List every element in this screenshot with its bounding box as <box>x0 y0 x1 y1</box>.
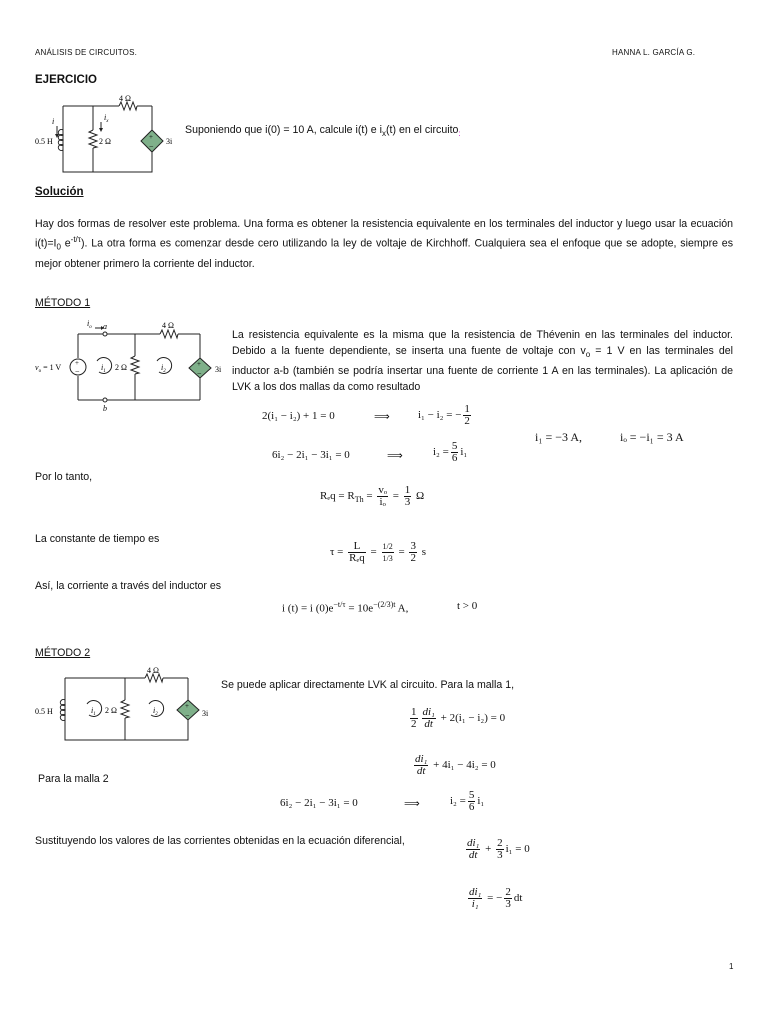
m1-req-eq: $R_eq = R_{Th}$ = $\frac{\text{vₒ}}{\text{iₒ}}$ = $\frac{1}{3}$ Ω <box>320 484 425 508</box>
svg-text:−: − <box>185 711 190 720</box>
malla2-label: Para la malla 2 <box>38 773 109 785</box>
tau-label: La constante de tiempo es <box>35 533 160 545</box>
m2-eqD: $\frac{\text{di₁}}{dt}$ + $\frac{2}{3}$ i₁ = 0 <box>467 837 530 861</box>
ejercicio-statement: Suponiendo que i(0) = 10 A, calcule i(t) e $i_x(t)$ en el circuito$_:$ <box>185 124 461 139</box>
m2-eqC-rhs: i₂ = $\frac{5}{6}$ i₁ <box>450 789 485 813</box>
c2-r-top: 4 Ω <box>162 321 174 330</box>
c2-vs: $v_o = 1$ V <box>35 363 62 374</box>
m2-eqB: $\frac{\text{di₁}}{dt}$ + 4i₁ − 4i₂ = 0 <box>415 753 496 777</box>
c3-r-mid: 2 Ω <box>105 706 117 715</box>
m1-tau-eq: τ = $\frac{L}{\text{Rₑq}}$ = $\frac{1/2}{1/3}$ = $\frac{3}{2}$ s <box>330 540 426 564</box>
m1-eq2-arrow: ⟹ <box>387 450 403 462</box>
i-label: Así, la corriente a través del inductor es <box>35 580 222 592</box>
solucion-title: Solución <box>35 186 84 198</box>
c2-b: b <box>103 404 107 412</box>
c3-dep: 3i <box>202 709 209 718</box>
header-right: HANNA L. GARCÍA G. <box>612 48 696 57</box>
c2-io: $i_o$ <box>87 319 92 330</box>
m2-eqC-lhs: 6i₂ − 2i₁ − 3i₁ = 0 <box>280 797 358 809</box>
c1-r-mid: 2 Ω <box>99 137 111 146</box>
metodo1-paragraph: La resistencia equivalente es la misma que la resistencia de Thévenin en las terminales del inductor. Debido a la fuente dependiente, se inserta una fuente de voltaje con $v_o = 1$ V en las terminales del inductor a-b (también se podría insertar una fuente de corriente 1 A en las terminales). La aplicación de LVK a los dos mallas da como resultado <box>232 329 733 394</box>
m1-eq1-arrow: ⟹ <box>374 411 390 423</box>
c1-r-top: 4 Ω <box>119 94 131 103</box>
m1-eq1-rhs: i₁ − i₂ = − $\frac{1}{2}$ <box>418 403 470 427</box>
c1-inductor: 0.5 H <box>35 137 53 146</box>
c3-inductor: 0.5 H <box>35 707 53 716</box>
m1-eq1-lhs: 2(i₁ − i₂) + 1 = 0 <box>262 410 335 422</box>
circuit-diagram-1 <box>35 92 185 177</box>
svg-text:−: − <box>197 369 202 378</box>
m1-it-eq: i (t) = i $(0)e^{-t/\tau} = 10e^{-(2/3)t}$ A, <box>282 600 409 615</box>
page-number: 1 <box>729 962 734 971</box>
sustituyendo-text: Sustituyendo los valores de las corrientes obtenidas en la ecuación diferencial, <box>35 835 405 847</box>
c1-i: i <box>52 117 55 126</box>
m2-eqC-arrow: ⟹ <box>404 798 420 810</box>
svg-text:+: + <box>149 133 153 141</box>
m1-result-io: iₒ = −i₁ = 3 A <box>620 430 684 444</box>
m1-eq2-lhs: 6i₂ − 2i₁ − 3i₁ = 0 <box>272 449 350 461</box>
c3-i2: $i_2$ <box>153 706 158 717</box>
svg-text:−: − <box>149 142 154 151</box>
m1-eq2-rhs: i₂ = $\frac{5}{6}$ i₁ <box>433 440 468 464</box>
m1-result-i1: i₁ = −3 A, <box>535 430 583 444</box>
c3-i1: $i_1$ <box>91 706 96 717</box>
c2-r-mid: 2 Ω <box>115 363 127 372</box>
solucion-paragraph: Hay dos formas de resolver este problema. Una forma es obtener la resistencia equivalente en los terminales del inductor y luego usar la ecuación $i(t)=I_0$ $e^{-t/\tau}$). La otra forma es comenzar desde cero utilizando la ley de voltaje de Kirchhoff. Cualquiera sea el enfoque que se adopte, siempre es mejor obtener primero la corriente del inductor. <box>35 218 734 270</box>
svg-text:+: + <box>197 360 201 368</box>
metodo2-paragraph: Se puede aplicar directamente LVK al circuito. Para la malla 1, <box>221 679 515 691</box>
m1-it-cond: t > 0 <box>457 600 478 612</box>
c1-dep: 3i <box>166 137 173 146</box>
svg-text:+: + <box>185 702 189 710</box>
circuit-diagram-2 <box>35 316 230 412</box>
c1-ix: $i_x$ <box>104 113 109 124</box>
ejercicio-title: EJERCICIO <box>35 74 97 86</box>
m2-eqE: $\frac{\text{di₁}}{\text{i₁}}$ = − $\frac{2}{3}$ dt <box>469 886 523 910</box>
c2-i1: $i_1$ <box>101 363 106 374</box>
por-lo-tanto: Por lo tanto, <box>35 471 93 483</box>
svg-text:−: − <box>75 367 80 376</box>
c2-i2: $i_2$ <box>161 363 166 374</box>
circuit-diagram-3 <box>35 664 215 746</box>
metodo2-title: MÉTODO 2 <box>35 647 91 659</box>
c2-a: a <box>103 322 107 331</box>
m2-eqA: $\frac{1}{2}$ $\frac{\text{di₁}}{dt}$ + 2(i₁ − i₂) = 0 <box>411 706 506 730</box>
metodo1-title: MÉTODO 1 <box>35 297 91 309</box>
svg-text:+: + <box>75 359 79 367</box>
c3-r-top: 4 Ω <box>147 666 159 675</box>
header-left: ANÁLISIS DE CIRCUITOS. <box>35 48 138 57</box>
c2-dep: 3i <box>215 365 222 374</box>
